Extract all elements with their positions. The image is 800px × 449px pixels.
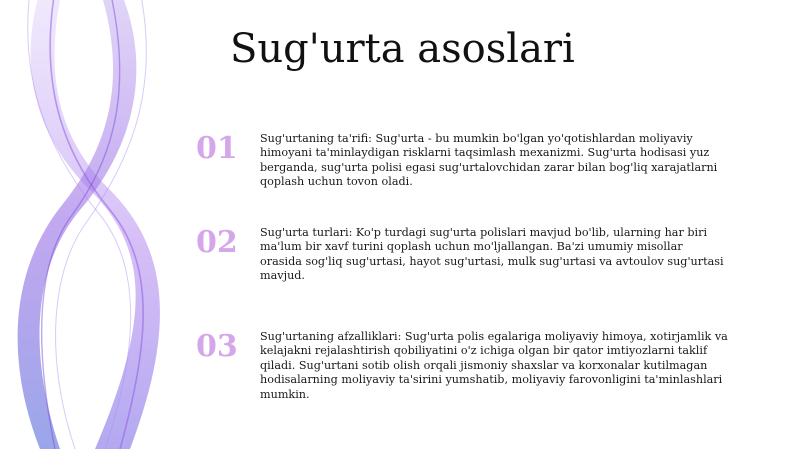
slide-title: Sug'urta asoslari bbox=[230, 26, 575, 72]
item-number: 01 bbox=[196, 131, 238, 166]
item-text: Sug'urtaning ta'rifi: Sug'urta - bu mumkin bo'lgan yo'qotishlardan moliyaviy himoyani ta'minlaydigan risklarni taqsimlash mexanizmi. Sug'urta hodisasi yuz berganda, sug'urta polisi egasi sug'urtalovchidan zarar bilan bog'liq xarajatlarni qoplash uchun tovon oladi. bbox=[260, 132, 718, 189]
item-text: Sug'urtaning afzalliklari: Sug'urta polis egalariga moliyaviy himoya, xotirjamlik va kelajakni rejalashtirish qobiliyatini o'z ichiga olgan bir qator imtiyozlarni taklif qiladi. Sug'urtani sotib olish orqali jismoniy shaxslar va korxonalar kutilmagan hodisalarning moliyaviy ta'sirini yumshatib, moliyaviy farovonligini ta'minlashlari mumkin. bbox=[260, 330, 728, 401]
decorative-wave-ribbon bbox=[0, 0, 200, 449]
item-number: 02 bbox=[196, 225, 238, 260]
item-text: Sug'urta turlari: Ko'p turdagi sug'urta polislari mavjud bo'lib, ularning har biri ma'lum bir xavf turini qoplash uchun mo'ljallangan. Ba'zi umumiy misollar orasida sog'liq sug'urtasi, hayot sug'urtasi, mulk sug'urtasi va avtoulov sug'urtasi mavjud. bbox=[260, 226, 724, 283]
item-number: 03 bbox=[196, 329, 238, 364]
